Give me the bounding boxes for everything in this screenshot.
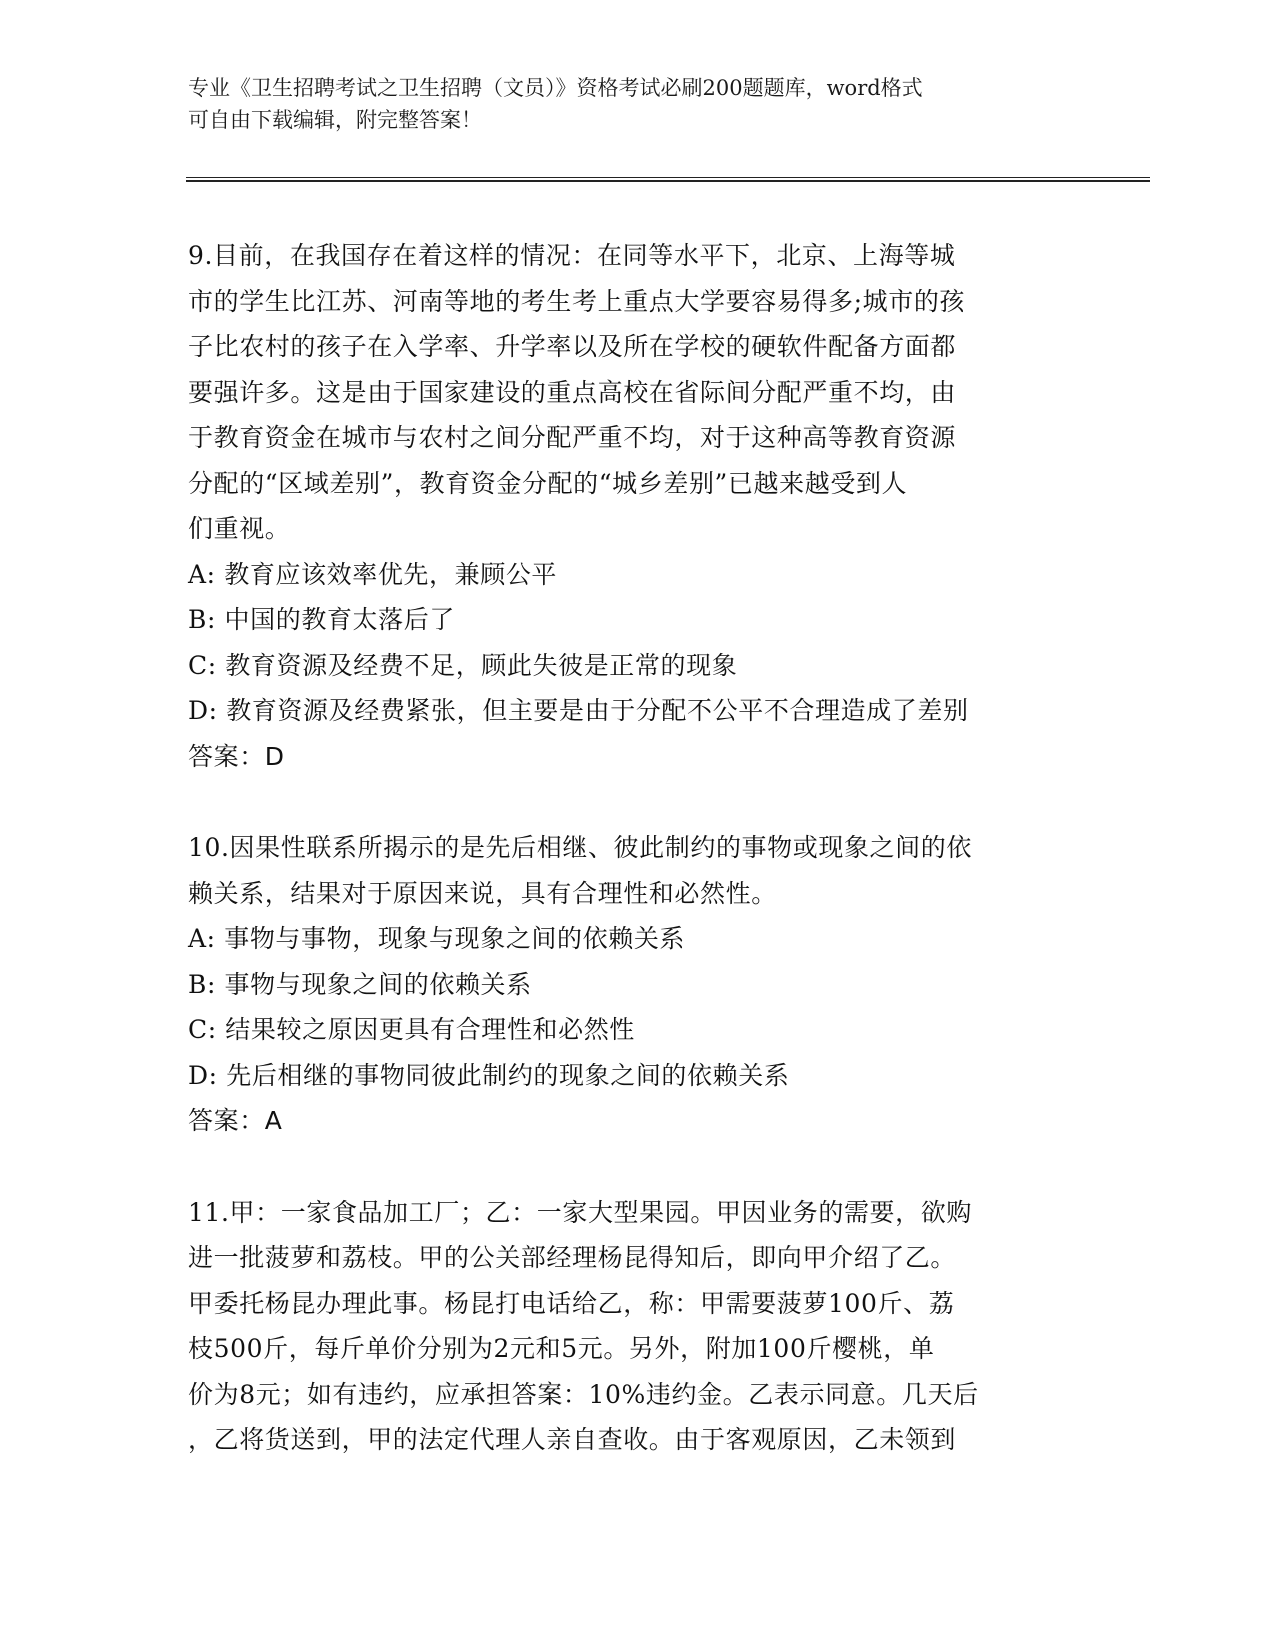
option-b: B: 事物与现象之间的依赖关系 <box>188 969 532 999</box>
header-title-line-1: 专业《卫生招聘考试之卫生招聘（文员）》资格考试必刷200题题库，word格式 <box>188 76 923 100</box>
question-9 <box>188 233 1068 779</box>
option-d: D: 教育资源及经费紧张，但主要是由于分配不公平不合理造成了差别 <box>188 696 969 725</box>
stem-line: 赖关系，结果对于原因来说，具有合理性和必然性。 <box>188 878 777 908</box>
stem-line: 分配的“区域差别”，教育资金分配的“城乡差别”已越来越受到人 <box>188 468 908 498</box>
stem-line: 要强许多。这是由于国家建设的重点高校在省际间分配严重不均，由 <box>188 377 957 407</box>
stem-line: 子比农村的孩子在入学率、升学率以及所在学校的硬软件配备方面都 <box>188 332 957 361</box>
stem-line: 于教育资金在城市与农村之间分配严重不均，对于这种高等教育资源 <box>188 423 957 452</box>
stem-line: 进一批菠萝和荔枝。甲的公关部经理杨昆得知后，即向甲介绍了乙。 <box>188 1243 957 1272</box>
stem-line: 10.因果性联系所揭示的是先后相继、彼此制约的事物或现象之间的依 <box>188 833 972 862</box>
option-d: D: 先后相继的事物同彼此制约的现象之间的依赖关系 <box>188 1060 790 1090</box>
document-header <box>188 72 1068 136</box>
header-title-line-2: 可自由下载编辑，附完整答案！ <box>188 108 482 132</box>
stem-line: 们重视。 <box>188 514 291 543</box>
option-c: C: 教育资源及经费不足，顾此失彼是正常的现象 <box>188 650 738 680</box>
option-c: C: 结果较之原因更具有合理性和必然性 <box>188 1015 635 1044</box>
stem-line: 9.目前，在我国存在着这样的情况：在同等水平下，北京、上海等城 <box>188 241 956 270</box>
question-10 <box>188 825 1068 1144</box>
answer-line: 答案：D <box>188 741 285 771</box>
option-a: A: 教育应该效率优先，兼顾公平 <box>188 559 558 589</box>
stem-line: 枝500斤，每斤单价分别为2元和5元。另外，附加100斤樱桃，单 <box>188 1334 935 1363</box>
question-stem <box>188 825 1068 916</box>
option-b: B: 中国的教育太落后了 <box>188 605 455 634</box>
stem-line: 甲委托杨昆办理此事。杨昆打电话给乙，称：甲需要菠萝100斤、荔 <box>188 1288 955 1318</box>
stem-line: 市的学生比江苏、河南等地的考生考上重点大学要容易得多;城市的孩 <box>188 286 966 316</box>
stem-line: ，乙将货送到，甲的法定代理人亲自查收。由于客观原因，乙未领到 <box>188 1425 957 1454</box>
document-body <box>188 233 1068 1509</box>
header-divider <box>186 177 1150 182</box>
question-stem <box>188 1190 1068 1463</box>
question-stem <box>188 233 1068 552</box>
stem-line: 价为8元；如有违约，应承担答案：10%违约金。乙表示同意。几天后 <box>188 1379 979 1409</box>
answer-line: 答案：A <box>188 1106 283 1135</box>
question-11 <box>188 1190 1068 1463</box>
option-a: A: 事物与事物，现象与现象之间的依赖关系 <box>188 924 686 953</box>
stem-line: 11.甲：一家食品加工厂；乙：一家大型果园。甲因业务的需要，欲购 <box>188 1197 972 1227</box>
